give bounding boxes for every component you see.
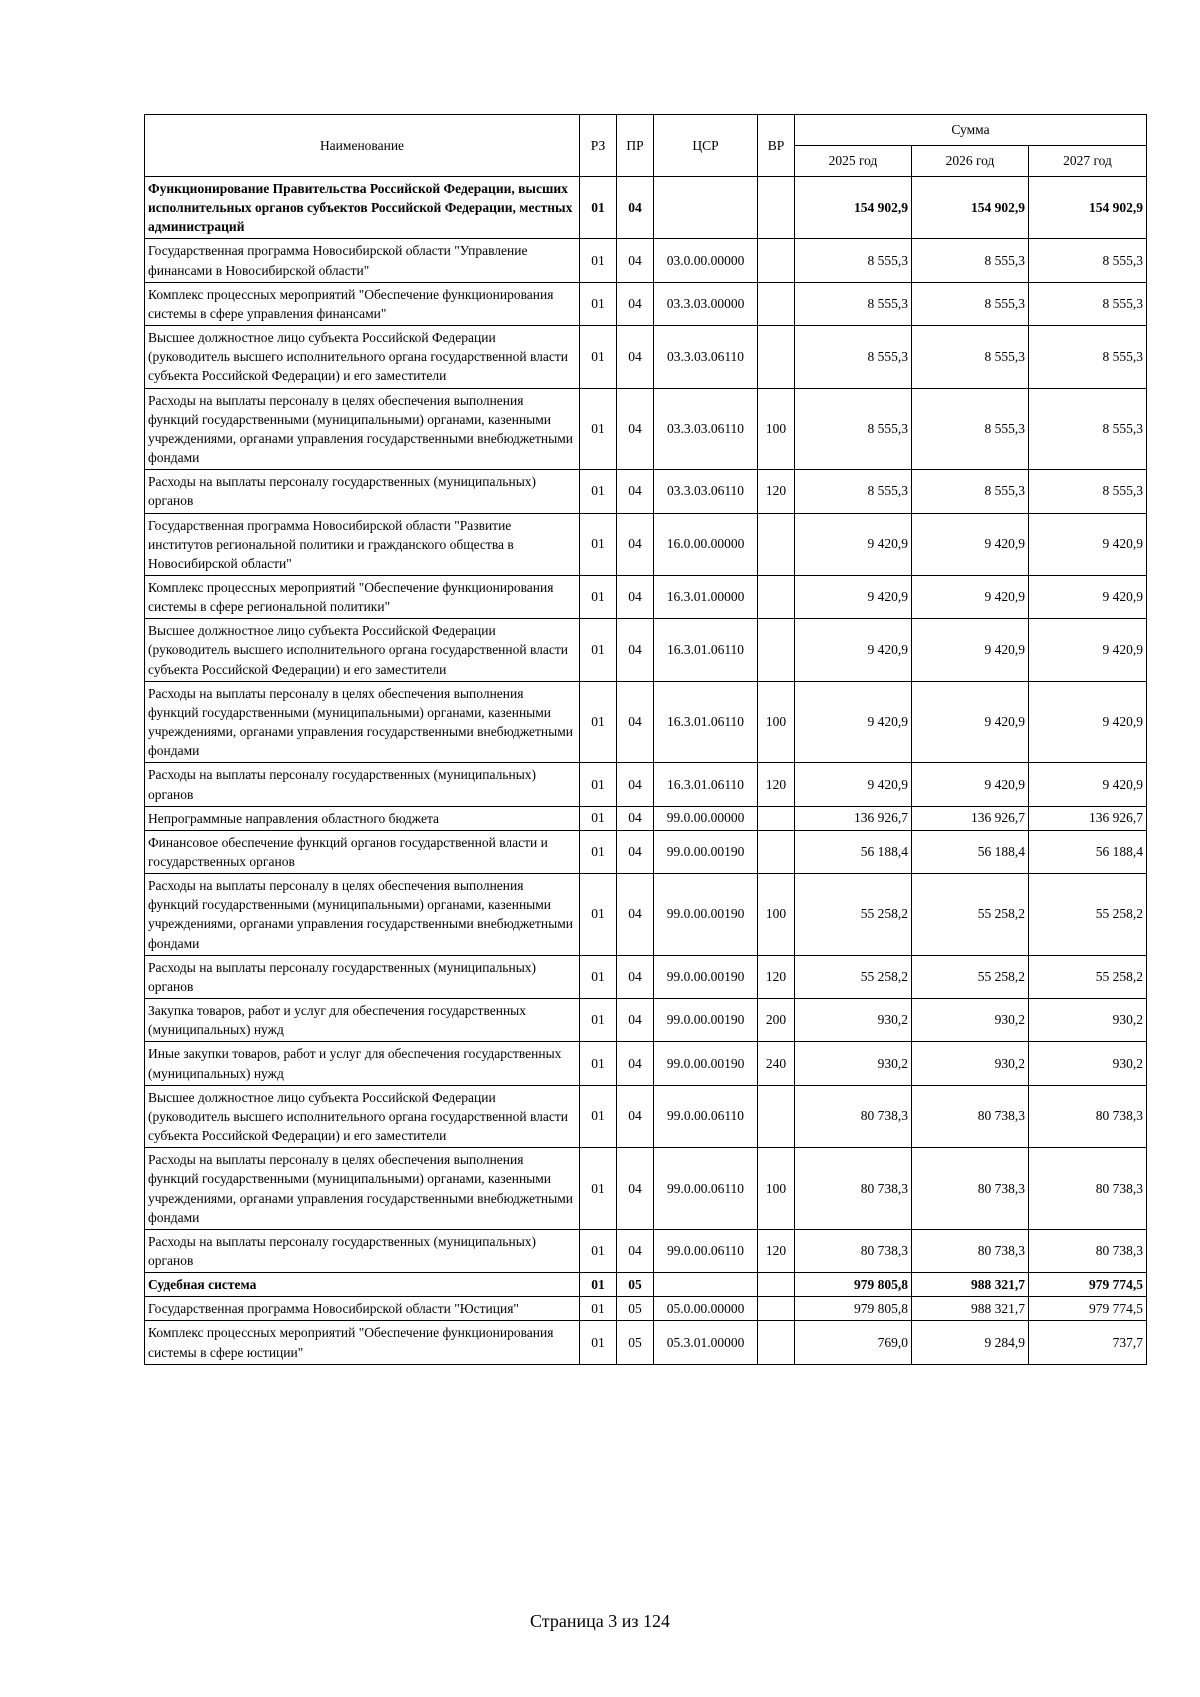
cell-sum-2025: 80 738,3 — [795, 1085, 912, 1147]
cell-vr — [758, 239, 795, 282]
cell-sum-2026: 9 420,9 — [912, 513, 1029, 575]
cell-sum-2025: 136 926,7 — [795, 806, 912, 830]
table-row — [145, 326, 1147, 388]
cell-rz: 01 — [580, 955, 617, 998]
table-body — [145, 177, 1147, 1365]
cell-sum-2027: 8 555,3 — [1029, 282, 1147, 325]
header-name: Наименование — [145, 115, 580, 177]
cell-csr: 03.3.03.06110 — [654, 388, 758, 470]
cell-csr: 99.0.00.00190 — [654, 874, 758, 956]
header-rz: РЗ — [580, 115, 617, 177]
table-row — [145, 388, 1147, 470]
cell-csr: 03.3.03.06110 — [654, 326, 758, 388]
cell-csr: 16.3.01.06110 — [654, 681, 758, 763]
table-row — [145, 955, 1147, 998]
table-row — [145, 806, 1147, 830]
table-header — [145, 115, 1147, 177]
cell-sum-2025: 930,2 — [795, 1042, 912, 1085]
cell-pr: 04 — [617, 955, 654, 998]
cell-csr: 99.0.00.06110 — [654, 1085, 758, 1147]
cell-rz: 01 — [580, 575, 617, 618]
header-vr: ВР — [758, 115, 795, 177]
cell-vr — [758, 282, 795, 325]
cell-name: Непрограммные направления областного бюджета — [145, 806, 580, 830]
cell-rz: 01 — [580, 681, 617, 763]
table-row — [145, 830, 1147, 873]
cell-sum-2025: 8 555,3 — [795, 470, 912, 513]
cell-sum-2027: 8 555,3 — [1029, 470, 1147, 513]
header-year-2025: 2025 год — [795, 146, 912, 177]
cell-csr: 05.3.01.00000 — [654, 1321, 758, 1364]
table-row — [145, 177, 1147, 239]
cell-sum-2026: 9 420,9 — [912, 681, 1029, 763]
cell-sum-2027: 930,2 — [1029, 999, 1147, 1042]
cell-pr: 04 — [617, 681, 654, 763]
cell-csr: 99.0.00.00190 — [654, 955, 758, 998]
cell-sum-2025: 55 258,2 — [795, 874, 912, 956]
cell-rz: 01 — [580, 1273, 617, 1297]
cell-pr: 04 — [617, 470, 654, 513]
cell-rz: 01 — [580, 326, 617, 388]
cell-sum-2027: 80 738,3 — [1029, 1229, 1147, 1272]
table-row — [145, 282, 1147, 325]
cell-rz: 01 — [580, 470, 617, 513]
cell-pr: 04 — [617, 806, 654, 830]
cell-sum-2027: 9 420,9 — [1029, 513, 1147, 575]
cell-sum-2026: 988 321,7 — [912, 1273, 1029, 1297]
cell-sum-2025: 8 555,3 — [795, 282, 912, 325]
cell-sum-2026: 930,2 — [912, 999, 1029, 1042]
cell-pr: 04 — [617, 239, 654, 282]
cell-name: Государственная программа Новосибирской области "Развитие институтов региональной политики и гражданского общества в Новосибирской области" — [145, 513, 580, 575]
header-year-2027: 2027 год — [1029, 146, 1147, 177]
cell-pr: 04 — [617, 619, 654, 681]
cell-name: Комплекс процессных мероприятий "Обеспечение функционирования системы в сфере региональной политики" — [145, 575, 580, 618]
header-sum: Сумма — [795, 115, 1147, 146]
cell-sum-2025: 56 188,4 — [795, 830, 912, 873]
cell-sum-2027: 930,2 — [1029, 1042, 1147, 1085]
cell-sum-2026: 56 188,4 — [912, 830, 1029, 873]
cell-rz: 01 — [580, 806, 617, 830]
cell-vr — [758, 177, 795, 239]
cell-name: Расходы на выплаты персоналу в целях обеспечения выполнения функций государственными (муниципальными) органами, казенными учреждениями, органами управления государственными внебюджетными фондами — [145, 1148, 580, 1230]
cell-sum-2026: 136 926,7 — [912, 806, 1029, 830]
cell-sum-2025: 930,2 — [795, 999, 912, 1042]
cell-rz: 01 — [580, 1148, 617, 1230]
cell-sum-2026: 9 420,9 — [912, 575, 1029, 618]
cell-pr: 04 — [617, 388, 654, 470]
cell-sum-2025: 9 420,9 — [795, 513, 912, 575]
cell-csr: 99.0.00.06110 — [654, 1229, 758, 1272]
cell-sum-2025: 80 738,3 — [795, 1148, 912, 1230]
table-row — [145, 619, 1147, 681]
cell-sum-2025: 9 420,9 — [795, 619, 912, 681]
cell-sum-2025: 979 805,8 — [795, 1273, 912, 1297]
table-row — [145, 1321, 1147, 1364]
table-row — [145, 999, 1147, 1042]
cell-sum-2027: 55 258,2 — [1029, 955, 1147, 998]
cell-vr: 100 — [758, 388, 795, 470]
cell-rz: 01 — [580, 177, 617, 239]
cell-name: Финансовое обеспечение функций органов государственной власти и государственных органов — [145, 830, 580, 873]
cell-name: Высшее должностное лицо субъекта Российской Федерации (руководитель высшего исполнительного органа государственной власти субъекта Российской Федерации) и его заместители — [145, 326, 580, 388]
cell-pr: 04 — [617, 874, 654, 956]
cell-name: Иные закупки товаров, работ и услуг для обеспечения государственных (муниципальных) нужд — [145, 1042, 580, 1085]
cell-sum-2027: 8 555,3 — [1029, 326, 1147, 388]
cell-name: Расходы на выплаты персоналу в целях обеспечения выполнения функций государственными (муниципальными) органами, казенными учреждениями, органами управления государственными внебюджетными фондами — [145, 681, 580, 763]
cell-sum-2026: 8 555,3 — [912, 326, 1029, 388]
cell-name: Судебная система — [145, 1273, 580, 1297]
cell-rz: 01 — [580, 1085, 617, 1147]
cell-pr: 04 — [617, 575, 654, 618]
cell-sum-2027: 55 258,2 — [1029, 874, 1147, 956]
cell-pr: 04 — [617, 830, 654, 873]
cell-sum-2025: 55 258,2 — [795, 955, 912, 998]
cell-pr: 04 — [617, 513, 654, 575]
cell-sum-2027: 154 902,9 — [1029, 177, 1147, 239]
cell-csr — [654, 1273, 758, 1297]
cell-pr: 04 — [617, 1148, 654, 1230]
cell-sum-2026: 988 321,7 — [912, 1297, 1029, 1321]
cell-vr: 240 — [758, 1042, 795, 1085]
cell-sum-2027: 9 420,9 — [1029, 681, 1147, 763]
budget-table — [144, 114, 1147, 1365]
cell-sum-2026: 8 555,3 — [912, 388, 1029, 470]
cell-sum-2026: 930,2 — [912, 1042, 1029, 1085]
cell-sum-2025: 8 555,3 — [795, 239, 912, 282]
cell-sum-2027: 9 420,9 — [1029, 619, 1147, 681]
cell-csr: 16.3.01.06110 — [654, 619, 758, 681]
cell-name: Расходы на выплаты персоналу в целях обеспечения выполнения функций государственными (муниципальными) органами, казенными учреждениями, органами управления государственными внебюджетными фондами — [145, 388, 580, 470]
cell-sum-2026: 8 555,3 — [912, 239, 1029, 282]
cell-csr: 03.0.00.00000 — [654, 239, 758, 282]
table-row — [145, 1297, 1147, 1321]
cell-pr: 04 — [617, 282, 654, 325]
cell-vr: 120 — [758, 955, 795, 998]
cell-sum-2025: 9 420,9 — [795, 681, 912, 763]
header-csr: ЦСР — [654, 115, 758, 177]
cell-pr: 05 — [617, 1273, 654, 1297]
cell-name: Высшее должностное лицо субъекта Российской Федерации (руководитель высшего исполнительного органа государственной власти субъекта Российской Федерации) и его заместители — [145, 619, 580, 681]
cell-rz: 01 — [580, 239, 617, 282]
cell-vr — [758, 1321, 795, 1364]
cell-name: Высшее должностное лицо субъекта Российской Федерации (руководитель высшего исполнительного органа государственной власти субъекта Российской Федерации) и его заместители — [145, 1085, 580, 1147]
cell-sum-2027: 8 555,3 — [1029, 239, 1147, 282]
cell-vr — [758, 1273, 795, 1297]
cell-sum-2025: 769,0 — [795, 1321, 912, 1364]
cell-sum-2027: 979 774,5 — [1029, 1297, 1147, 1321]
header-year-2026: 2026 год — [912, 146, 1029, 177]
cell-sum-2026: 80 738,3 — [912, 1148, 1029, 1230]
cell-pr: 04 — [617, 1229, 654, 1272]
cell-rz: 01 — [580, 513, 617, 575]
cell-csr — [654, 177, 758, 239]
header-pr: ПР — [617, 115, 654, 177]
cell-rz: 01 — [580, 1042, 617, 1085]
cell-rz: 01 — [580, 1229, 617, 1272]
cell-sum-2025: 80 738,3 — [795, 1229, 912, 1272]
cell-sum-2027: 80 738,3 — [1029, 1085, 1147, 1147]
cell-name: Государственная программа Новосибирской области "Управление финансами в Новосибирской области" — [145, 239, 580, 282]
cell-sum-2026: 9 284,9 — [912, 1321, 1029, 1364]
cell-rz: 01 — [580, 1297, 617, 1321]
cell-csr: 16.3.01.06110 — [654, 763, 758, 806]
cell-rz: 01 — [580, 619, 617, 681]
cell-pr: 04 — [617, 326, 654, 388]
cell-sum-2027: 8 555,3 — [1029, 388, 1147, 470]
cell-sum-2026: 9 420,9 — [912, 763, 1029, 806]
cell-csr: 99.0.00.00190 — [654, 999, 758, 1042]
cell-sum-2025: 8 555,3 — [795, 326, 912, 388]
cell-csr: 99.0.00.00190 — [654, 830, 758, 873]
cell-sum-2027: 80 738,3 — [1029, 1148, 1147, 1230]
cell-vr — [758, 806, 795, 830]
table-row — [145, 1085, 1147, 1147]
cell-vr — [758, 575, 795, 618]
cell-csr: 05.0.00.00000 — [654, 1297, 758, 1321]
cell-csr: 99.0.00.06110 — [654, 1148, 758, 1230]
cell-vr: 100 — [758, 1148, 795, 1230]
cell-rz: 01 — [580, 763, 617, 806]
cell-vr — [758, 1297, 795, 1321]
cell-csr: 99.0.00.00000 — [654, 806, 758, 830]
cell-pr: 04 — [617, 1085, 654, 1147]
cell-sum-2027: 9 420,9 — [1029, 763, 1147, 806]
cell-vr: 120 — [758, 763, 795, 806]
cell-sum-2025: 9 420,9 — [795, 763, 912, 806]
cell-rz: 01 — [580, 874, 617, 956]
cell-sum-2026: 80 738,3 — [912, 1229, 1029, 1272]
cell-name: Расходы на выплаты персоналу государственных (муниципальных) органов — [145, 470, 580, 513]
cell-csr: 99.0.00.00190 — [654, 1042, 758, 1085]
cell-name: Расходы на выплаты персоналу государственных (муниципальных) органов — [145, 1229, 580, 1272]
cell-csr: 16.3.01.00000 — [654, 575, 758, 618]
cell-rz: 01 — [580, 388, 617, 470]
cell-sum-2027: 136 926,7 — [1029, 806, 1147, 830]
cell-pr: 04 — [617, 1042, 654, 1085]
table-row — [145, 763, 1147, 806]
cell-sum-2026: 55 258,2 — [912, 955, 1029, 998]
cell-vr — [758, 830, 795, 873]
cell-vr — [758, 326, 795, 388]
table-row — [145, 1273, 1147, 1297]
cell-vr: 100 — [758, 681, 795, 763]
table-row — [145, 470, 1147, 513]
cell-vr — [758, 513, 795, 575]
cell-name: Расходы на выплаты персоналу государственных (муниципальных) органов — [145, 763, 580, 806]
cell-csr: 03.3.03.06110 — [654, 470, 758, 513]
table-row — [145, 239, 1147, 282]
cell-name: Расходы на выплаты персоналу государственных (муниципальных) органов — [145, 955, 580, 998]
cell-vr: 120 — [758, 470, 795, 513]
cell-rz: 01 — [580, 282, 617, 325]
cell-sum-2027: 9 420,9 — [1029, 575, 1147, 618]
cell-sum-2026: 9 420,9 — [912, 619, 1029, 681]
cell-name: Закупка товаров, работ и услуг для обеспечения государственных (муниципальных) нужд — [145, 999, 580, 1042]
cell-name: Государственная программа Новосибирской области "Юстиция" — [145, 1297, 580, 1321]
cell-pr: 04 — [617, 763, 654, 806]
cell-sum-2027: 979 774,5 — [1029, 1273, 1147, 1297]
cell-rz: 01 — [580, 1321, 617, 1364]
table-row — [145, 681, 1147, 763]
table-row — [145, 513, 1147, 575]
cell-sum-2025: 979 805,8 — [795, 1297, 912, 1321]
cell-pr: 05 — [617, 1297, 654, 1321]
cell-sum-2026: 55 258,2 — [912, 874, 1029, 956]
table-row — [145, 874, 1147, 956]
cell-csr: 03.3.03.00000 — [654, 282, 758, 325]
cell-vr: 120 — [758, 1229, 795, 1272]
cell-name: Комплекс процессных мероприятий "Обеспечение функционирования системы в сфере управления финансами" — [145, 282, 580, 325]
cell-sum-2027: 737,7 — [1029, 1321, 1147, 1364]
table-row — [145, 1229, 1147, 1272]
table-row — [145, 1148, 1147, 1230]
table-row — [145, 1042, 1147, 1085]
cell-sum-2025: 9 420,9 — [795, 575, 912, 618]
cell-name: Расходы на выплаты персоналу в целях обеспечения выполнения функций государственными (муниципальными) органами, казенными учреждениями, органами управления государственными внебюджетными фондами — [145, 874, 580, 956]
cell-sum-2025: 8 555,3 — [795, 388, 912, 470]
cell-rz: 01 — [580, 830, 617, 873]
cell-vr — [758, 1085, 795, 1147]
cell-sum-2026: 8 555,3 — [912, 282, 1029, 325]
cell-sum-2026: 154 902,9 — [912, 177, 1029, 239]
cell-sum-2025: 154 902,9 — [795, 177, 912, 239]
cell-vr: 200 — [758, 999, 795, 1042]
cell-pr: 04 — [617, 999, 654, 1042]
cell-sum-2026: 8 555,3 — [912, 470, 1029, 513]
cell-sum-2027: 56 188,4 — [1029, 830, 1147, 873]
cell-vr: 100 — [758, 874, 795, 956]
cell-pr: 04 — [617, 177, 654, 239]
cell-rz: 01 — [580, 999, 617, 1042]
cell-vr — [758, 619, 795, 681]
page-number: Страница 3 из 124 — [530, 1611, 670, 1631]
cell-name: Комплекс процессных мероприятий "Обеспечение функционирования системы в сфере юстиции" — [145, 1321, 580, 1364]
cell-name: Функционирование Правительства Российской Федерации, высших исполнительных органов субъектов Российской Федерации, местных администраций — [145, 177, 580, 239]
cell-csr: 16.0.00.00000 — [654, 513, 758, 575]
table-row — [145, 575, 1147, 618]
cell-sum-2026: 80 738,3 — [912, 1085, 1029, 1147]
cell-pr: 05 — [617, 1321, 654, 1364]
